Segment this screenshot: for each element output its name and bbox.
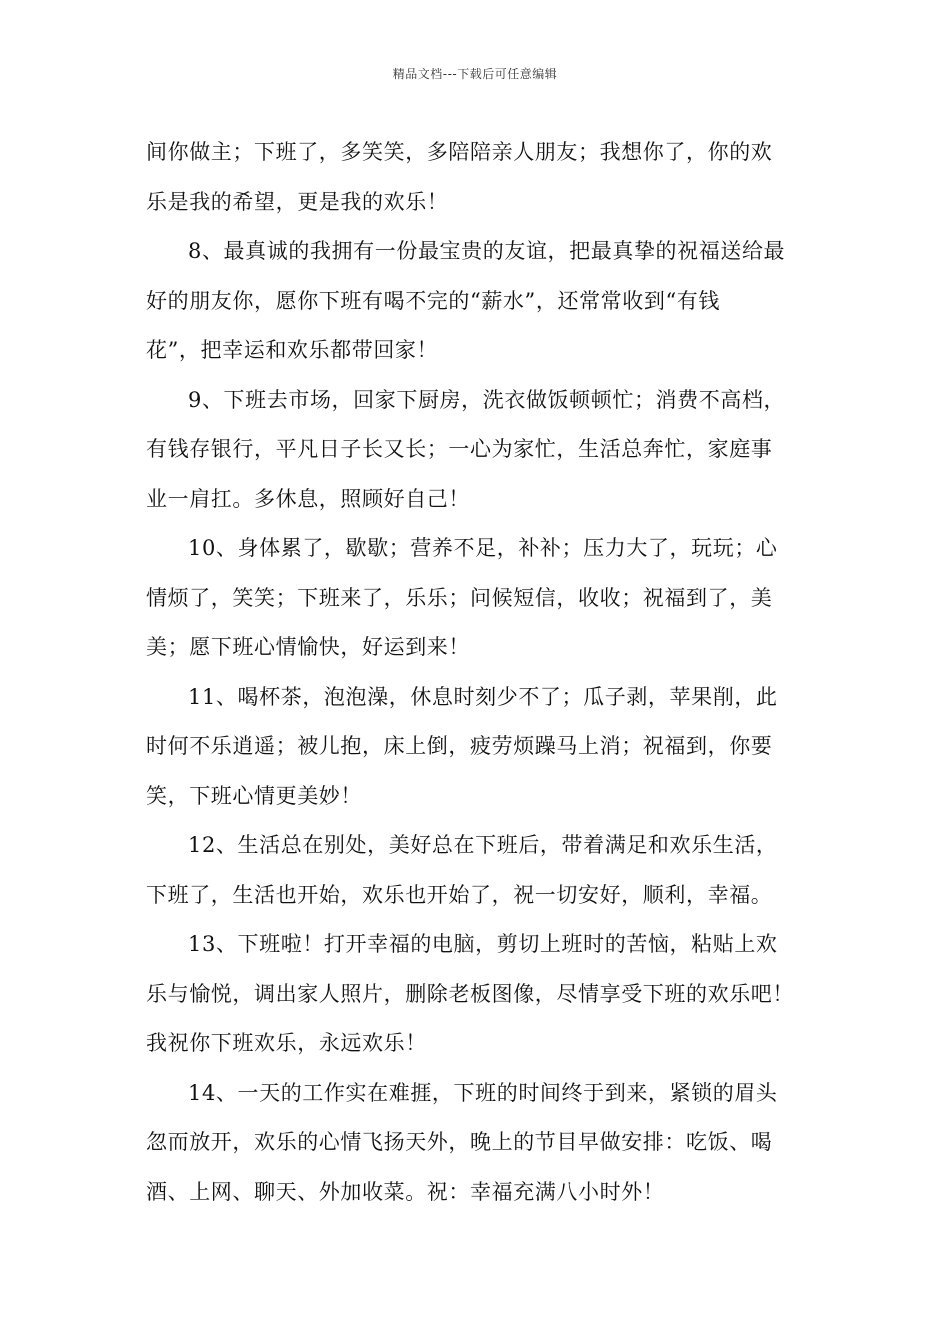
text-line: 时何不乐逍遥；被儿抱，床上倒，疲劳烦躁马上消；祝福到，你要 <box>146 734 773 758</box>
text-line: 业一肩扛。多休息，照顾好自己！ <box>146 486 470 511</box>
text-line: 乐与愉悦，调出家人照片，删除老板图像，尽情享受下班的欢乐吧！ <box>146 981 794 1006</box>
text-line: 酒、上网、聊天、外加收菜。祝：幸福充满八小时外！ <box>146 1179 665 1204</box>
text-line: 9、下班去市场，回家下厨房，洗衣做饭顿顿忙；消费不高档， <box>188 387 786 412</box>
text-line: 14、一天的工作实在难捱，下班的时间终于到来，紧锁的眉头 <box>188 1080 778 1105</box>
text-line: 有钱存银行，平凡日子长又长；一心为家忙，生活总奔忙，家庭事 <box>146 437 773 461</box>
text-line: 10、身体累了，歇歇；营养不足，补补；压力大了，玩玩；心 <box>188 536 778 560</box>
document-body <box>146 128 836 1217</box>
text-line: 忽而放开，欢乐的心情飞扬天外，晚上的节目早做安排：吃饭、喝 <box>146 1130 773 1154</box>
text-line: 下班了，生活也开始，欢乐也开始了，祝一切安好，顺利，幸福。 <box>146 882 773 907</box>
text-line: 13、下班啦！打开幸福的电脑，剪切上班时的苦恼，粘贴上欢 <box>188 932 778 956</box>
text-line: 乐是我的希望，更是我的欢乐！ <box>146 189 449 214</box>
text-line: 花”，把幸运和欢乐都带回家！ <box>146 338 439 362</box>
text-line: 间你做主；下班了，多笑笑，多陪陪亲人朋友；我想你了，你的欢 <box>146 140 773 164</box>
text-line: 8、最真诚的我拥有一份最宝贵的友谊，把最真挚的祝福送给最 <box>188 239 786 263</box>
text-line: 我祝你下班欢乐，永远欢乐！ <box>146 1031 427 1055</box>
page-header: 精品文档---下载后可任意编辑 <box>392 67 558 81</box>
text-line: 11、喝杯茶，泡泡澡，休息时刻少不了；瓜子剥，苹果削，此 <box>188 684 778 709</box>
text-line: 美；愿下班心情愉快，好运到来！ <box>146 635 470 659</box>
text-line: 12、生活总在别处，美好总在下班后，带着满足和欢乐生活， <box>188 833 778 857</box>
text-line: 情烦了，笑笑；下班来了，乐乐；问候短信，收收；祝福到了，美 <box>146 585 773 610</box>
text-line: 好的朋友你，愿你下班有喝不完的“薪水”，还常常收到“有钱 <box>146 288 721 313</box>
text-line: 笑，下班心情更美妙！ <box>146 783 362 808</box>
